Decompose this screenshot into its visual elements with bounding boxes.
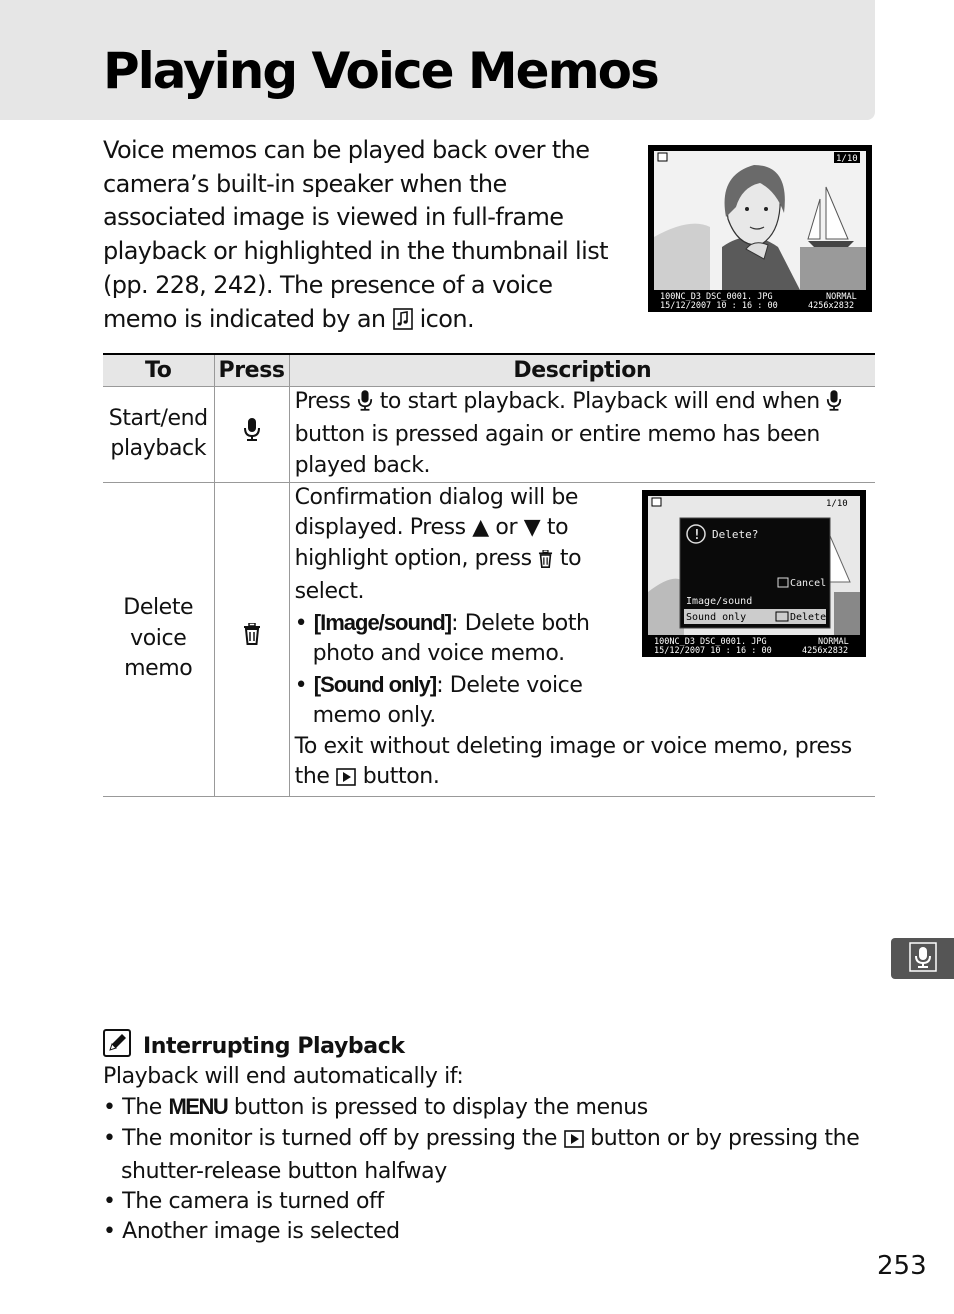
- dialog-option-sound-only[interactable]: Sound only: [686, 612, 747, 623]
- menu-option-label: [Image/sound]: [313, 609, 452, 635]
- intro-line: camera’s built-in speaker when the: [103, 169, 507, 198]
- desc-line: memo only.: [312, 703, 436, 728]
- dialog-title: Delete?: [712, 528, 759, 541]
- menu-button-label: MENU: [168, 1094, 228, 1120]
- note-line: • Another image is selected: [103, 1219, 400, 1245]
- desc-text: to: [546, 515, 569, 540]
- desc-line: Confirmation dialog will be: [294, 484, 579, 510]
- note-text: • The monitor is turned off by pressing the: [103, 1125, 558, 1151]
- desc-line: photo and voice memo.: [312, 641, 565, 666]
- screen1-size: 4256x2832: [808, 301, 855, 310]
- note-line: shutter-release button halfway: [121, 1158, 447, 1184]
- screen2-datetime: 15/12/2007 10 : 16 : 00: [654, 646, 772, 655]
- microphone-icon: [826, 389, 842, 421]
- column-header-description: Description: [289, 354, 875, 386]
- intro-paragraph: [103, 134, 633, 339]
- table-row: [103, 386, 875, 482]
- screen1-file-info: 100NC_D3 DSC_0001. JPG: [660, 292, 773, 302]
- note-line: [103, 1092, 893, 1123]
- svg-text:!: !: [693, 528, 701, 543]
- desc-text: : Delete voice: [436, 672, 583, 698]
- note-line: • The camera is turned off: [103, 1189, 384, 1215]
- cell-text: voice: [130, 625, 187, 651]
- chapter-tab: [891, 938, 954, 979]
- desc-line: played back.: [294, 452, 431, 478]
- intro-line: associated image is viewed in full-frame: [103, 203, 564, 232]
- intro-line: Voice memos can be played back over the: [103, 136, 590, 164]
- desc-text: to start playback. Playback will end when: [379, 388, 820, 414]
- screen1-datetime: 15/12/2007 10 : 16 : 00: [660, 301, 778, 310]
- column-header-press: Press: [214, 354, 289, 386]
- note-text: button or by pressing the: [590, 1125, 860, 1151]
- desc-line: [295, 762, 871, 796]
- intro-text: icon.: [419, 304, 474, 333]
- note-text: • The: [103, 1095, 162, 1121]
- cell-press: [214, 482, 289, 796]
- playback-screen-image: [648, 145, 872, 312]
- pencil-note-icon: [103, 1029, 131, 1063]
- microphone-icon: [357, 389, 373, 421]
- cell-text: Start/end: [108, 405, 208, 431]
- desc-line: • [Sound only]: Delete voice: [294, 671, 583, 698]
- playback-button-icon: [336, 765, 356, 796]
- microphone-icon: [909, 942, 937, 976]
- note-body: [103, 1062, 893, 1248]
- cell-to: [103, 386, 214, 482]
- screen2-size: 4256x2832: [802, 646, 849, 655]
- playback-button-icon: [564, 1127, 584, 1157]
- desc-text: : Delete both: [451, 610, 590, 636]
- desc-text: displayed. Press: [294, 515, 466, 540]
- desc-text: Press: [294, 388, 351, 414]
- note-header: [103, 1030, 893, 1062]
- dialog-cancel-hint: Cancel: [790, 578, 827, 589]
- voice-memo-icon: [393, 306, 413, 340]
- screen2-quality: NORMAL: [818, 637, 849, 647]
- cell-text: playback: [110, 436, 207, 461]
- trash-icon: [538, 547, 553, 578]
- screen2-file-info: 100NC_D3 DSC_0001. JPG: [654, 637, 767, 647]
- trash-icon: [243, 626, 261, 651]
- intro-text: memo is indicated by an: [103, 304, 386, 333]
- cell-description: [289, 386, 875, 482]
- desc-line: • [Image/sound]: Delete both: [294, 609, 590, 636]
- intro-line: (pp. 228, 242). The presence of a voice: [103, 270, 553, 299]
- page-number: 253: [877, 1251, 927, 1281]
- page-title: Playing Voice Memos: [103, 42, 658, 100]
- triangle-up-icon: ▲: [472, 515, 489, 540]
- desc-line: select.: [294, 579, 365, 604]
- desc-text: button.: [362, 764, 440, 789]
- desc-line: [295, 387, 871, 421]
- note-line: Playback will end automatically if:: [103, 1064, 464, 1089]
- desc-text: the: [294, 764, 330, 789]
- screen1-quality: NORMAL: [826, 292, 857, 302]
- cell-to: [103, 482, 214, 796]
- desc-text: or: [495, 515, 518, 540]
- dialog-option-image-sound[interactable]: Image/sound: [686, 596, 753, 607]
- delete-dialog-screen-image: [642, 490, 866, 657]
- intro-line: [103, 303, 633, 340]
- screen2-frame-counter: 1/10: [826, 499, 848, 509]
- desc-line: button is pressed again or entire memo has been: [294, 422, 820, 448]
- table-header-row: [103, 354, 875, 386]
- cell-text: memo: [124, 656, 193, 682]
- column-header-to: To: [103, 354, 214, 386]
- intro-line: playback or highlighted in the thumbnail list: [103, 237, 608, 266]
- cell-text: Delete: [123, 595, 194, 621]
- menu-option-label: [Sound only]: [313, 671, 437, 697]
- desc-line: To exit without deleting image or voice memo, press: [294, 733, 852, 759]
- desc-text: to: [559, 545, 582, 571]
- desc-text: highlight option, press: [294, 545, 532, 571]
- note-box: [103, 1030, 893, 1248]
- note-title: Interrupting Playback: [143, 1033, 405, 1059]
- cell-press: [214, 386, 289, 482]
- microphone-icon: [243, 422, 261, 447]
- note-text: button is pressed to display the menus: [233, 1095, 648, 1121]
- screen1-frame-counter: 1/10: [836, 154, 858, 164]
- triangle-down-icon: ▼: [523, 515, 541, 540]
- note-line: [103, 1124, 893, 1157]
- dialog-delete-hint: Delete: [790, 612, 827, 623]
